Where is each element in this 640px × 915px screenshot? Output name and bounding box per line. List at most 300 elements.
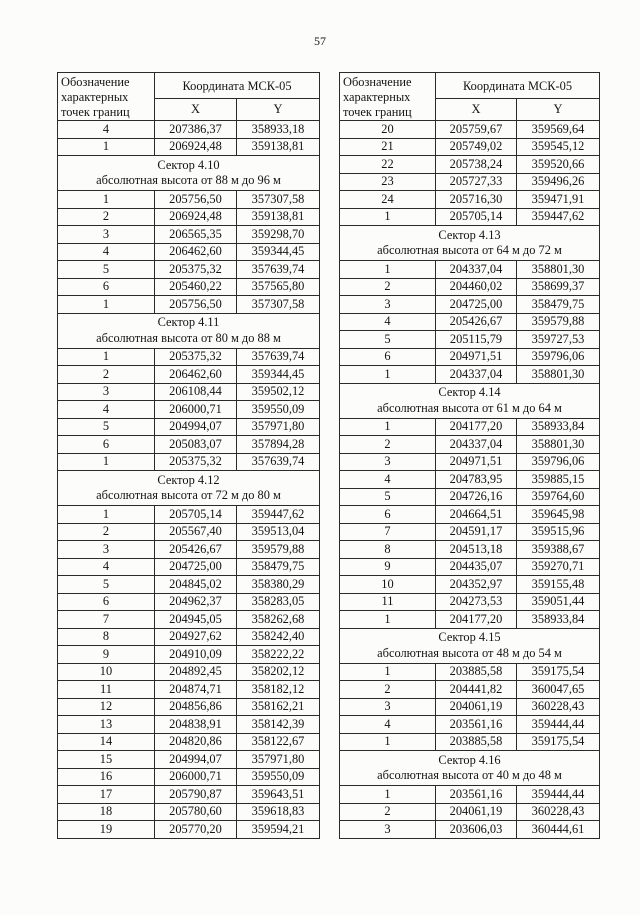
- point-number-cell: 3: [340, 821, 436, 839]
- x-coordinate-cell: 205749,02: [436, 138, 517, 156]
- y-coordinate-cell: 357565,80: [237, 278, 320, 296]
- table-row: [340, 663, 600, 681]
- x-coordinate-cell: 204591,17: [436, 523, 517, 541]
- table-row: [58, 681, 320, 699]
- table-row: [58, 226, 320, 244]
- y-coordinate-cell: 358933,18: [237, 121, 320, 139]
- sector-header: [340, 383, 600, 418]
- y-coordinate-cell: 358380,29: [237, 576, 320, 594]
- table-row: [58, 786, 320, 804]
- x-coordinate-cell: 204460,02: [436, 278, 517, 296]
- x-coordinate-cell: 204962,37: [155, 593, 237, 611]
- table-row: [58, 733, 320, 751]
- x-coordinate-cell: 206000,71: [155, 401, 237, 419]
- point-number-cell: 5: [340, 488, 436, 506]
- y-coordinate-cell: 359496,26: [517, 173, 600, 191]
- table-row: [340, 278, 600, 296]
- point-number-cell: 7: [58, 611, 155, 629]
- y-coordinate-cell: 358801,30: [517, 261, 600, 279]
- y-coordinate-cell: 358479,75: [237, 558, 320, 576]
- sector-header-row: [58, 471, 320, 506]
- x-coordinate-cell: 204664,51: [436, 506, 517, 524]
- point-number-cell: 4: [58, 401, 155, 419]
- point-number-cell: 3: [340, 453, 436, 471]
- x-coordinate-cell: 204971,51: [436, 453, 517, 471]
- x-coordinate-cell: 203606,03: [436, 821, 517, 839]
- point-number-cell: 11: [340, 593, 436, 611]
- x-coordinate-cell: 204725,00: [155, 558, 237, 576]
- point-number-cell: 1: [340, 208, 436, 226]
- y-coordinate-cell: 358801,30: [517, 436, 600, 454]
- y-coordinate-cell: 359727,53: [517, 331, 600, 349]
- x-coordinate-cell: 204856,86: [155, 698, 237, 716]
- y-coordinate-cell: 359298,70: [237, 226, 320, 244]
- x-coordinate-cell: 204838,91: [155, 716, 237, 734]
- y-coordinate-cell: 360047,65: [517, 681, 600, 699]
- table-row: [58, 821, 320, 839]
- x-coordinate-cell: 204726,16: [436, 488, 517, 506]
- point-number-cell: 5: [58, 576, 155, 594]
- table-row: [340, 348, 600, 366]
- y-coordinate-cell: 359550,09: [237, 401, 320, 419]
- x-coordinate-cell: 205770,20: [155, 821, 237, 839]
- sector-header: [58, 471, 320, 506]
- table-row: [58, 593, 320, 611]
- point-number-cell: 16: [58, 768, 155, 786]
- table-row: [340, 576, 600, 594]
- point-number-cell: 4: [340, 716, 436, 734]
- x-coordinate-cell: 204061,19: [436, 803, 517, 821]
- table-row: [340, 156, 600, 174]
- sector-header: [340, 628, 600, 663]
- x-header: X: [155, 99, 237, 121]
- point-number-cell: 3: [58, 383, 155, 401]
- y-coordinate-cell: 359138,81: [237, 208, 320, 226]
- point-number-cell: 1: [58, 191, 155, 209]
- table-row: [58, 261, 320, 279]
- x-coordinate-cell: 205738,24: [436, 156, 517, 174]
- x-coordinate-cell: 205780,60: [155, 803, 237, 821]
- table-row: [58, 278, 320, 296]
- x-coordinate-cell: 204725,00: [436, 296, 517, 314]
- x-coordinate-cell: 204874,71: [155, 681, 237, 699]
- y-coordinate-cell: 357639,74: [237, 453, 320, 471]
- table-row: [58, 751, 320, 769]
- y-coordinate-cell: 358933,84: [517, 418, 600, 436]
- table-row: [340, 541, 600, 559]
- sector-header-row: [58, 156, 320, 191]
- x-coordinate-cell: 204177,20: [436, 418, 517, 436]
- sector-altitude: абсолютная высота от 48 м до 54 м: [377, 645, 562, 660]
- table-row: [340, 313, 600, 331]
- sector-title: Сектор 4.14: [438, 385, 501, 399]
- x-coordinate-cell: 204845,02: [155, 576, 237, 594]
- point-number-cell: 3: [58, 541, 155, 559]
- point-number-cell: 2: [340, 436, 436, 454]
- point-number-cell: 4: [58, 121, 155, 139]
- x-coordinate-cell: 205375,32: [155, 261, 237, 279]
- x-coordinate-cell: 205727,33: [436, 173, 517, 191]
- point-number-cell: 2: [58, 523, 155, 541]
- x-coordinate-cell: 205756,50: [155, 191, 237, 209]
- table-row: [58, 716, 320, 734]
- x-coordinate-cell: 206924,48: [155, 138, 237, 156]
- x-coordinate-cell: 204273,53: [436, 593, 517, 611]
- coordinate-header: Координата МСК-05: [155, 73, 320, 99]
- y-coordinate-cell: 359155,48: [517, 576, 600, 594]
- left-table-body: [58, 121, 320, 839]
- table-row: [340, 138, 600, 156]
- point-number-cell: 12: [58, 698, 155, 716]
- y-coordinate-cell: 359447,62: [517, 208, 600, 226]
- point-number-cell: 5: [58, 418, 155, 436]
- sector-header-row: [340, 751, 600, 786]
- table-row: [340, 453, 600, 471]
- table-row: [58, 138, 320, 156]
- point-number-cell: 2: [340, 278, 436, 296]
- point-number-cell: 1: [58, 138, 155, 156]
- y-coordinate-cell: 359344,45: [237, 243, 320, 261]
- y-coordinate-cell: 359579,88: [517, 313, 600, 331]
- x-coordinate-cell: 206462,60: [155, 243, 237, 261]
- y-coordinate-cell: 357971,80: [237, 751, 320, 769]
- y-coordinate-cell: 358222,22: [237, 646, 320, 664]
- table-row: [340, 436, 600, 454]
- table-row: [58, 506, 320, 524]
- y-coordinate-cell: 357894,28: [237, 436, 320, 454]
- sector-altitude: абсолютная высота от 80 м до 88 м: [96, 330, 281, 345]
- x-coordinate-cell: 205083,07: [155, 436, 237, 454]
- right-table-body: [340, 121, 600, 839]
- y-coordinate-cell: 358479,75: [517, 296, 600, 314]
- x-coordinate-cell: 204337,04: [436, 261, 517, 279]
- point-number-cell: 2: [340, 681, 436, 699]
- x-coordinate-cell: 204513,18: [436, 541, 517, 559]
- point-number-cell: 11: [58, 681, 155, 699]
- x-coordinate-cell: 205705,14: [436, 208, 517, 226]
- y-coordinate-cell: 359051,44: [517, 593, 600, 611]
- table-row: [58, 768, 320, 786]
- point-number-cell: 1: [340, 418, 436, 436]
- x-coordinate-cell: 204971,51: [436, 348, 517, 366]
- point-number-cell: 17: [58, 786, 155, 804]
- point-number-cell: 1: [340, 786, 436, 804]
- sector-altitude: абсолютная высота от 64 м до 72 м: [377, 243, 562, 257]
- y-coordinate-cell: 358202,12: [237, 663, 320, 681]
- point-number-cell: 4: [340, 471, 436, 489]
- y-coordinate-cell: 359447,62: [237, 506, 320, 524]
- y-coordinate-cell: 359175,54: [517, 733, 600, 751]
- table-row: [58, 208, 320, 226]
- y-coordinate-cell: 358182,12: [237, 681, 320, 699]
- table-row: [340, 681, 600, 699]
- point-number-cell: 8: [340, 541, 436, 559]
- x-coordinate-cell: 204910,09: [155, 646, 237, 664]
- point-number-cell: 23: [340, 173, 436, 191]
- sector-header-row: [340, 383, 600, 418]
- table-row: [58, 611, 320, 629]
- point-number-cell: 2: [340, 803, 436, 821]
- sector-altitude: абсолютная высота от 88 м до 96 м: [96, 173, 281, 187]
- y-coordinate-cell: 359618,83: [237, 803, 320, 821]
- x-coordinate-cell: 204783,95: [436, 471, 517, 489]
- table-row: [340, 331, 600, 349]
- x-coordinate-cell: 206108,44: [155, 383, 237, 401]
- x-coordinate-cell: 204061,19: [436, 698, 517, 716]
- table-row: [58, 191, 320, 209]
- x-coordinate-cell: 204927,62: [155, 628, 237, 646]
- point-number-cell: 2: [58, 208, 155, 226]
- table-row: [58, 383, 320, 401]
- y-coordinate-cell: 359344,45: [237, 366, 320, 384]
- table-row: [340, 506, 600, 524]
- point-number-cell: 9: [340, 558, 436, 576]
- y-header: Y: [237, 99, 320, 121]
- designation-header: Обозначение характерных точек границ: [58, 73, 155, 121]
- table-row: [340, 488, 600, 506]
- point-number-cell: 4: [340, 313, 436, 331]
- x-coordinate-cell: 204994,07: [155, 751, 237, 769]
- table-row: [58, 121, 320, 139]
- x-coordinate-cell: 206462,60: [155, 366, 237, 384]
- point-number-cell: 6: [340, 348, 436, 366]
- point-number-cell: 4: [58, 558, 155, 576]
- table-row: [340, 803, 600, 821]
- y-coordinate-cell: 359175,54: [517, 663, 600, 681]
- x-coordinate-cell: 204352,97: [436, 576, 517, 594]
- table-row: [340, 593, 600, 611]
- y-coordinate-cell: 358262,68: [237, 611, 320, 629]
- point-number-cell: 4: [58, 243, 155, 261]
- y-coordinate-cell: 359594,21: [237, 821, 320, 839]
- x-coordinate-cell: 205705,14: [155, 506, 237, 524]
- y-coordinate-cell: 359643,51: [237, 786, 320, 804]
- y-coordinate-cell: 360228,43: [517, 803, 600, 821]
- point-number-cell: 9: [58, 646, 155, 664]
- sector-header-row: [58, 313, 320, 348]
- table-row: [58, 663, 320, 681]
- sector-header-row: [340, 628, 600, 663]
- x-coordinate-cell: 204820,86: [155, 733, 237, 751]
- table-row: [58, 348, 320, 366]
- y-coordinate-cell: 359471,91: [517, 191, 600, 209]
- x-coordinate-cell: 204337,04: [436, 436, 517, 454]
- x-coordinate-cell: 204337,04: [436, 366, 517, 384]
- x-coordinate-cell: 205426,67: [436, 313, 517, 331]
- y-coordinate-cell: 359520,66: [517, 156, 600, 174]
- x-coordinate-cell: 203885,58: [436, 733, 517, 751]
- table-row: [58, 453, 320, 471]
- table-row: [58, 243, 320, 261]
- point-number-cell: 3: [58, 226, 155, 244]
- x-coordinate-cell: 204177,20: [436, 611, 517, 629]
- table-row: [58, 401, 320, 419]
- table-row: [58, 541, 320, 559]
- y-coordinate-cell: 359515,96: [517, 523, 600, 541]
- designation-header: Обозначение характерных точек границ: [340, 73, 436, 121]
- sector-title: Сектор 4.16: [438, 752, 501, 767]
- point-number-cell: 24: [340, 191, 436, 209]
- x-coordinate-cell: 205375,32: [155, 348, 237, 366]
- y-coordinate-cell: 357639,74: [237, 261, 320, 279]
- table-row: [340, 523, 600, 541]
- x-coordinate-cell: 205759,67: [436, 121, 517, 139]
- table-row: [340, 418, 600, 436]
- point-number-cell: 6: [58, 436, 155, 454]
- table-row: [58, 576, 320, 594]
- point-number-cell: 10: [58, 663, 155, 681]
- sector-header: [340, 751, 600, 786]
- table-row: [58, 523, 320, 541]
- sector-title: Сектор 4.13: [438, 227, 501, 242]
- point-number-cell: 8: [58, 628, 155, 646]
- x-coordinate-cell: 205115,79: [436, 331, 517, 349]
- y-coordinate-cell: 357971,80: [237, 418, 320, 436]
- table-row: [340, 173, 600, 191]
- table-row: [58, 646, 320, 664]
- point-number-cell: 1: [58, 453, 155, 471]
- table-row: [58, 296, 320, 314]
- x-coordinate-cell: 204945,05: [155, 611, 237, 629]
- table-row: [340, 558, 600, 576]
- y-coordinate-cell: 360444,61: [517, 821, 600, 839]
- y-coordinate-cell: 359270,71: [517, 558, 600, 576]
- table-row: [340, 191, 600, 209]
- table-row: [58, 436, 320, 454]
- y-coordinate-cell: 358699,37: [517, 278, 600, 296]
- y-coordinate-cell: 359513,04: [237, 523, 320, 541]
- point-number-cell: 18: [58, 803, 155, 821]
- x-coordinate-cell: 204441,82: [436, 681, 517, 699]
- point-number-cell: 7: [340, 523, 436, 541]
- point-number-cell: 1: [340, 663, 436, 681]
- y-coordinate-cell: 359502,12: [237, 383, 320, 401]
- point-number-cell: 1: [58, 296, 155, 314]
- table-row: [58, 698, 320, 716]
- x-coordinate-cell: 204994,07: [155, 418, 237, 436]
- point-number-cell: 6: [58, 278, 155, 296]
- sector-header: [58, 156, 320, 191]
- table-row: [58, 418, 320, 436]
- table-row: [58, 803, 320, 821]
- point-number-cell: 1: [340, 366, 436, 384]
- x-coordinate-cell: 205567,40: [155, 523, 237, 541]
- point-number-cell: 20: [340, 121, 436, 139]
- coordinate-header: Координата МСК-05: [436, 73, 600, 99]
- y-coordinate-cell: 358283,05: [237, 593, 320, 611]
- point-number-cell: 1: [340, 733, 436, 751]
- point-number-cell: 1: [58, 506, 155, 524]
- y-coordinate-cell: 359138,81: [237, 138, 320, 156]
- point-number-cell: 1: [340, 611, 436, 629]
- table-row: [340, 366, 600, 384]
- sector-altitude: абсолютная высота от 72 м до 80 м: [96, 488, 281, 502]
- x-coordinate-cell: 205375,32: [155, 453, 237, 471]
- y-coordinate-cell: 359550,09: [237, 768, 320, 786]
- sector-title: Сектор 4.12: [157, 472, 220, 487]
- x-coordinate-cell: 206565,35: [155, 226, 237, 244]
- x-coordinate-cell: 205460,22: [155, 278, 237, 296]
- coordinates-table-left: [57, 72, 320, 839]
- y-coordinate-cell: 359569,64: [517, 121, 600, 139]
- point-number-cell: 13: [58, 716, 155, 734]
- point-number-cell: 19: [58, 821, 155, 839]
- table-row: [58, 366, 320, 384]
- y-coordinate-cell: 358242,40: [237, 628, 320, 646]
- y-coordinate-cell: 359444,44: [517, 786, 600, 804]
- sector-header-row: [340, 226, 600, 261]
- table-row: [340, 786, 600, 804]
- y-coordinate-cell: 357307,58: [237, 191, 320, 209]
- table-row: [58, 628, 320, 646]
- y-coordinate-cell: 359796,06: [517, 453, 600, 471]
- table-row: [340, 471, 600, 489]
- y-coordinate-cell: 359388,67: [517, 541, 600, 559]
- table-row: [340, 121, 600, 139]
- sector-altitude: абсолютная высота от 40 м до 48 м: [377, 768, 562, 782]
- point-number-cell: 3: [340, 296, 436, 314]
- y-coordinate-cell: 359444,44: [517, 716, 600, 734]
- x-coordinate-cell: 204892,45: [155, 663, 237, 681]
- table-row: [340, 821, 600, 839]
- table-row: [340, 733, 600, 751]
- y-header: Y: [517, 99, 600, 121]
- y-coordinate-cell: 358162,21: [237, 698, 320, 716]
- y-coordinate-cell: 360228,43: [517, 698, 600, 716]
- x-coordinate-cell: 205790,87: [155, 786, 237, 804]
- y-coordinate-cell: 358933,84: [517, 611, 600, 629]
- y-coordinate-cell: 358142,39: [237, 716, 320, 734]
- point-number-cell: 10: [340, 576, 436, 594]
- y-coordinate-cell: 359885,15: [517, 471, 600, 489]
- y-coordinate-cell: 358801,30: [517, 366, 600, 384]
- point-number-cell: 21: [340, 138, 436, 156]
- x-coordinate-cell: 205756,50: [155, 296, 237, 314]
- x-coordinate-cell: 206924,48: [155, 208, 237, 226]
- table-row: [340, 261, 600, 279]
- x-coordinate-cell: 203561,16: [436, 716, 517, 734]
- x-coordinate-cell: 204435,07: [436, 558, 517, 576]
- sector-altitude: абсолютная высота от 61 м до 64 м: [377, 400, 562, 415]
- sector-title: Сектор 4.15: [438, 630, 501, 644]
- point-number-cell: 6: [340, 506, 436, 524]
- point-number-cell: 15: [58, 751, 155, 769]
- table-row: [340, 611, 600, 629]
- y-coordinate-cell: 359796,06: [517, 348, 600, 366]
- y-coordinate-cell: 359645,98: [517, 506, 600, 524]
- x-coordinate-cell: 203885,58: [436, 663, 517, 681]
- table-row: [58, 558, 320, 576]
- x-coordinate-cell: 205426,67: [155, 541, 237, 559]
- y-coordinate-cell: 359545,12: [517, 138, 600, 156]
- x-coordinate-cell: 203561,16: [436, 786, 517, 804]
- x-coordinate-cell: 205716,30: [436, 191, 517, 209]
- y-coordinate-cell: 358122,67: [237, 733, 320, 751]
- sector-title: Сектор 4.11: [157, 315, 220, 329]
- x-coordinate-cell: 206000,71: [155, 768, 237, 786]
- point-number-cell: 3: [340, 698, 436, 716]
- point-number-cell: 22: [340, 156, 436, 174]
- y-coordinate-cell: 357307,58: [237, 296, 320, 314]
- y-coordinate-cell: 359579,88: [237, 541, 320, 559]
- point-number-cell: 6: [58, 593, 155, 611]
- x-coordinate-cell: 207386,37: [155, 121, 237, 139]
- point-number-cell: 14: [58, 733, 155, 751]
- point-number-cell: 5: [58, 261, 155, 279]
- sector-header: [340, 226, 600, 261]
- coordinates-table-right: [339, 72, 600, 839]
- table-row: [340, 296, 600, 314]
